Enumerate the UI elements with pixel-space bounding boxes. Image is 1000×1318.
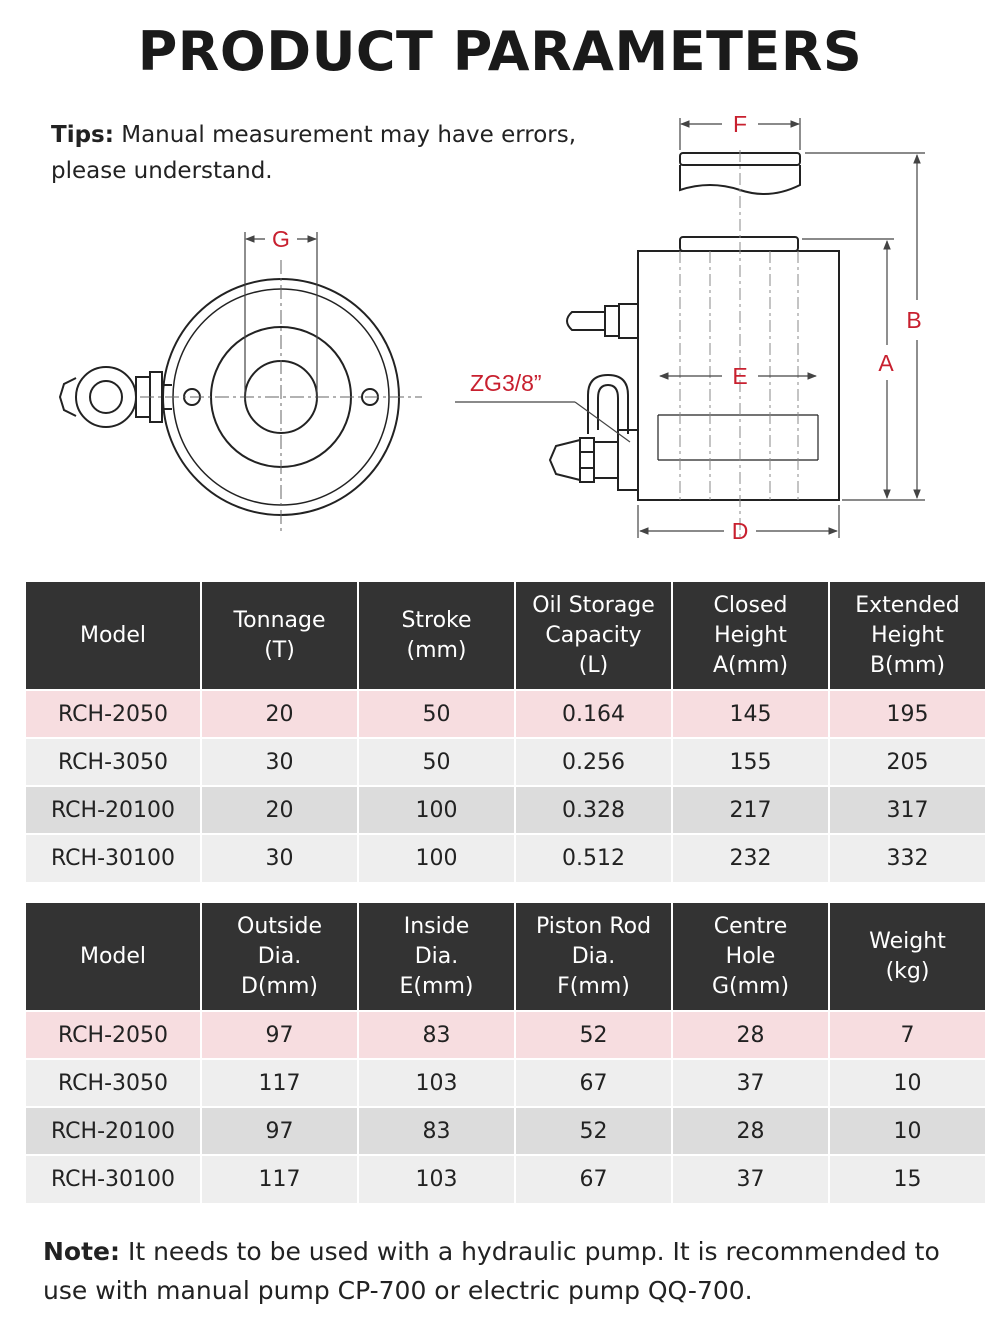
table-row <box>26 1155 985 1203</box>
side-view <box>550 153 839 500</box>
column-header <box>672 582 829 690</box>
column-header-line: Model <box>79 943 147 969</box>
table-row <box>26 738 985 786</box>
column-header <box>829 903 985 1011</box>
column-header <box>515 903 672 1011</box>
column-header <box>201 582 358 690</box>
value-cell: 52 <box>515 1011 672 1059</box>
model-cell: RCH-30100 <box>26 1155 201 1203</box>
value-cell: 37 <box>672 1155 829 1203</box>
port-callout <box>455 402 630 442</box>
note-body: It needs to be used with a hydraulic pump. It is recommended to use with manual pump CP-700 or electric pump QQ-700. <box>43 1237 940 1305</box>
column-header-line: Inside <box>403 913 470 939</box>
value-cell: 28 <box>672 1011 829 1059</box>
note-text <box>43 1232 963 1310</box>
column-header-line: B(mm) <box>869 652 946 678</box>
value-cell: 103 <box>358 1059 515 1107</box>
column-header-line: Dia. <box>257 943 302 969</box>
top-view-centerlines <box>140 260 422 535</box>
table-header-row <box>26 582 985 690</box>
column-header-line: (mm) <box>406 637 467 663</box>
column-header-line: G(mm) <box>711 973 790 999</box>
note-label: Note: <box>43 1237 121 1266</box>
value-cell: 10 <box>829 1059 985 1107</box>
value-cell: 67 <box>515 1155 672 1203</box>
value-cell: 97 <box>201 1011 358 1059</box>
table-row <box>26 834 985 882</box>
value-cell: 83 <box>358 1107 515 1155</box>
column-header-line: Stroke <box>401 607 472 633</box>
column-header <box>26 903 201 1011</box>
column-header-line: Piston Rod <box>535 913 652 939</box>
column-header-line: Weight <box>869 928 946 954</box>
value-cell: 0.512 <box>515 834 672 882</box>
tips-label: Tips: <box>51 122 114 148</box>
model-cell: RCH-3050 <box>26 738 201 786</box>
value-cell: 97 <box>201 1107 358 1155</box>
value-cell: 20 <box>201 786 358 834</box>
value-cell: 232 <box>672 834 829 882</box>
value-cell: 15 <box>829 1155 985 1203</box>
value-cell: 10 <box>829 1107 985 1155</box>
cylinder-drawing <box>0 100 1000 550</box>
spec-table-1 <box>26 582 985 882</box>
table-row <box>26 1107 985 1155</box>
value-cell: 30 <box>201 738 358 786</box>
column-header-line: (L) <box>578 652 609 678</box>
value-cell: 103 <box>358 1155 515 1203</box>
spec-table-2 <box>26 903 985 1203</box>
label-g: G <box>272 226 290 252</box>
label-b: B <box>906 307 922 333</box>
value-cell: 0.328 <box>515 786 672 834</box>
value-cell: 332 <box>829 834 985 882</box>
column-header-line: Centre <box>713 913 788 939</box>
value-cell: 7 <box>829 1011 985 1059</box>
label-port: ZG3/8” <box>470 370 542 396</box>
table-row <box>26 690 985 738</box>
value-cell: 20 <box>201 690 358 738</box>
column-header <box>26 582 201 690</box>
label-f: F <box>732 111 748 137</box>
model-cell: RCH-20100 <box>26 786 201 834</box>
value-cell: 0.256 <box>515 738 672 786</box>
tips-body: Manual measurement may have errors, please understand. <box>51 122 577 184</box>
column-header-line: E(mm) <box>399 973 474 999</box>
table-row <box>26 1011 985 1059</box>
column-header-line: Oil Storage <box>532 592 655 618</box>
value-cell: 100 <box>358 786 515 834</box>
value-cell: 50 <box>358 738 515 786</box>
column-header-line: Closed <box>713 592 788 618</box>
column-header-line: Hole <box>725 943 776 969</box>
column-header <box>358 903 515 1011</box>
value-cell: 52 <box>515 1107 672 1155</box>
column-header-line: F(mm) <box>557 973 630 999</box>
value-cell: 30 <box>201 834 358 882</box>
column-header-line: (T) <box>264 637 295 663</box>
column-header <box>358 582 515 690</box>
label-e: E <box>732 363 748 389</box>
table-row <box>26 1059 985 1107</box>
value-cell: 217 <box>672 786 829 834</box>
value-cell: 317 <box>829 786 985 834</box>
table-row <box>26 786 985 834</box>
value-cell: 100 <box>358 834 515 882</box>
value-cell: 205 <box>829 738 985 786</box>
value-cell: 50 <box>358 690 515 738</box>
column-header <box>672 903 829 1011</box>
value-cell: 67 <box>515 1059 672 1107</box>
column-header-line: Capacity <box>545 622 642 648</box>
column-header-line: Height <box>714 622 787 648</box>
table-header-row <box>26 903 985 1011</box>
column-header-line: Outside <box>237 913 322 939</box>
column-header-line: Height <box>871 622 944 648</box>
value-cell: 155 <box>672 738 829 786</box>
value-cell: 0.164 <box>515 690 672 738</box>
page-title: PRODUCT PARAMETERS <box>137 20 863 83</box>
value-cell: 117 <box>201 1155 358 1203</box>
value-cell: 37 <box>672 1059 829 1107</box>
side-view-centerlines <box>680 150 798 540</box>
column-header-line: D(mm) <box>241 973 318 999</box>
column-header-line: Model <box>79 622 147 648</box>
column-header <box>201 903 358 1011</box>
value-cell: 195 <box>829 690 985 738</box>
value-cell: 145 <box>672 690 829 738</box>
column-header-line: Dia. <box>414 943 459 969</box>
label-a: A <box>878 350 894 376</box>
model-cell: RCH-2050 <box>26 1011 201 1059</box>
column-header <box>515 582 672 690</box>
value-cell: 28 <box>672 1107 829 1155</box>
column-header-line: A(mm) <box>712 652 789 678</box>
model-cell: RCH-30100 <box>26 834 201 882</box>
column-header <box>829 582 985 690</box>
value-cell: 117 <box>201 1059 358 1107</box>
value-cell: 83 <box>358 1011 515 1059</box>
model-cell: RCH-20100 <box>26 1107 201 1155</box>
column-header-line: (kg) <box>885 958 930 984</box>
label-d: D <box>731 518 749 544</box>
column-header-line: Extended <box>855 592 960 618</box>
column-header-line: Dia. <box>571 943 616 969</box>
column-header-line: Tonnage <box>233 607 326 633</box>
model-cell: RCH-3050 <box>26 1059 201 1107</box>
model-cell: RCH-2050 <box>26 690 201 738</box>
